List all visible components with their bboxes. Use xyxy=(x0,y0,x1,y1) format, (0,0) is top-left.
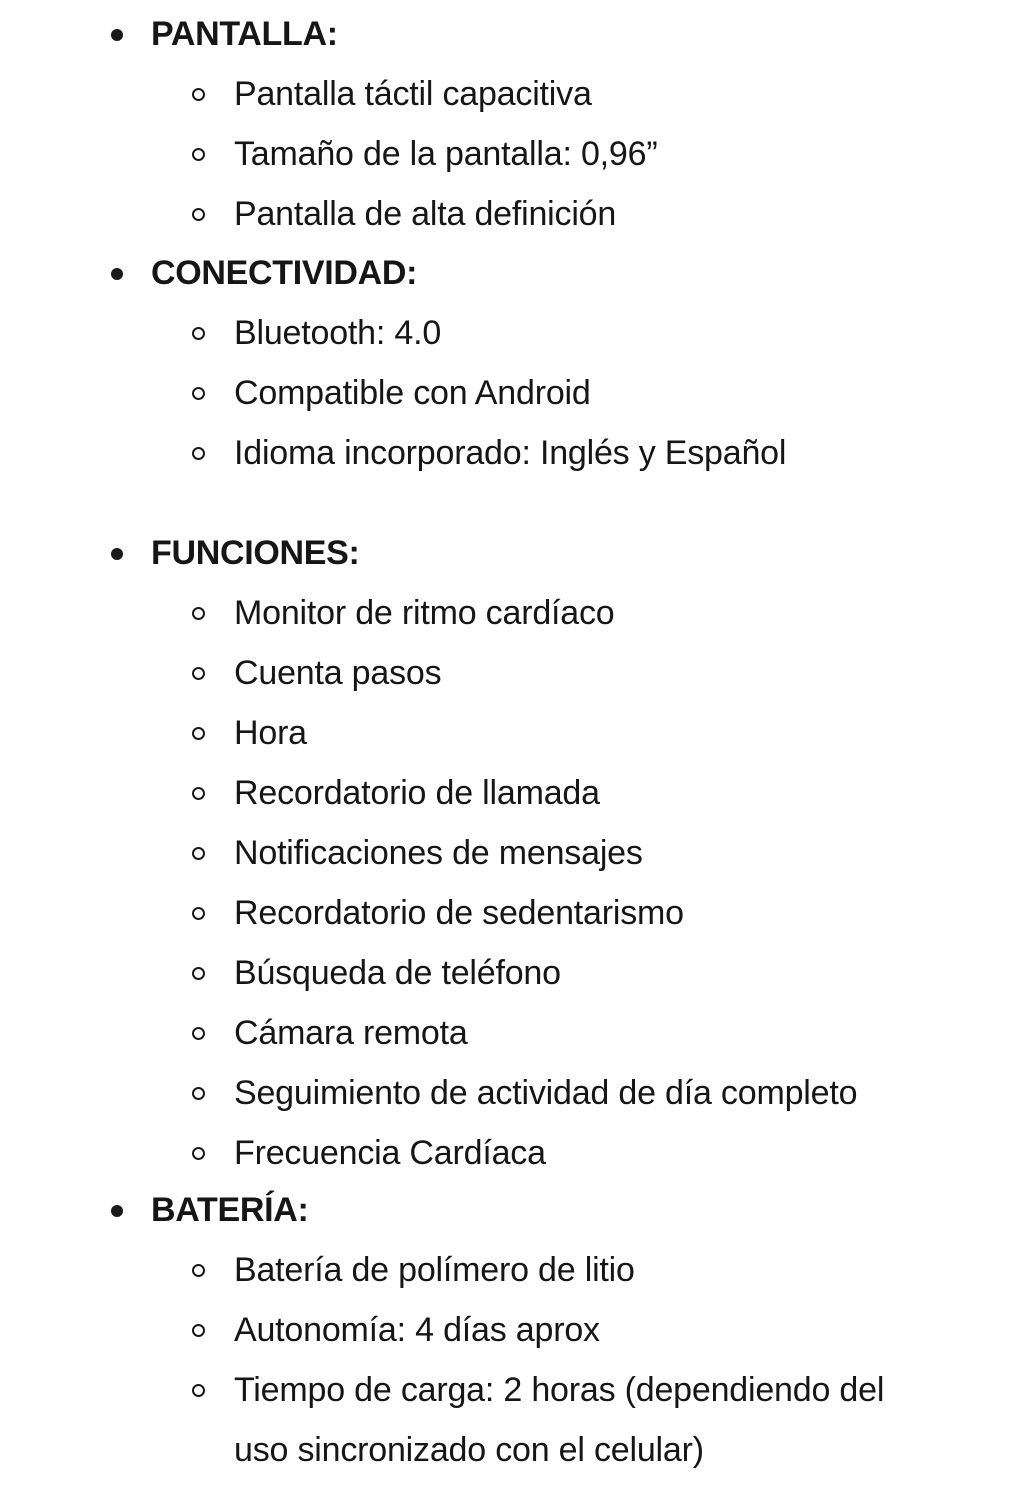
list-item xyxy=(0,763,1024,823)
section-bateria xyxy=(0,1180,1024,1480)
hollow-bullet-icon xyxy=(192,1147,205,1160)
list-item-text: Tiempo de carga: 2 horas (dependiendo del uso sincronizado con el celular) xyxy=(234,1371,885,1469)
list-item xyxy=(0,1003,1024,1063)
hollow-bullet-icon xyxy=(192,387,205,400)
section-heading-row xyxy=(0,1180,1024,1240)
hollow-bullet-icon xyxy=(192,907,205,920)
list-item xyxy=(0,64,1024,124)
list-item-text: Pantalla táctil capacitiva xyxy=(234,75,592,113)
section-heading-row xyxy=(0,243,1024,303)
hollow-bullet-icon xyxy=(192,787,205,800)
section-funciones xyxy=(0,523,1024,1183)
list-item-text: Monitor de ritmo cardíaco xyxy=(234,594,615,632)
section-conectividad xyxy=(0,243,1024,483)
hollow-bullet-icon xyxy=(192,1027,205,1040)
list-item-text: Batería de polímero de litio xyxy=(234,1251,635,1289)
list-item-text: Autonomía: 4 días aprox xyxy=(234,1311,600,1349)
list-item xyxy=(0,943,1024,1003)
list-item-text: Idioma incorporado: Inglés y Español xyxy=(234,434,787,472)
list-item-text: Compatible con Android xyxy=(234,374,591,412)
filled-bullet-icon xyxy=(111,29,123,41)
section-heading-row xyxy=(0,523,1024,583)
list-item xyxy=(0,1063,1024,1123)
hollow-bullet-icon xyxy=(192,727,205,740)
filled-bullet-icon xyxy=(111,1205,123,1217)
hollow-bullet-icon xyxy=(192,327,205,340)
list-item xyxy=(0,363,1024,423)
hollow-bullet-icon xyxy=(192,208,205,221)
list-item-text: Frecuencia Cardíaca xyxy=(234,1134,546,1172)
list-item-text: Búsqueda de teléfono xyxy=(234,954,561,992)
list-item xyxy=(0,643,1024,703)
list-item-text: Seguimiento de actividad de día completo xyxy=(234,1074,858,1112)
section-pantalla xyxy=(0,4,1024,244)
list-item-text: Tamaño de la pantalla: 0,96” xyxy=(234,135,658,173)
list-item xyxy=(0,1240,1024,1300)
list-item-text: Hora xyxy=(234,714,307,752)
hollow-bullet-icon xyxy=(192,1384,205,1397)
list-item-text: Recordatorio de llamada xyxy=(234,774,600,812)
list-item-text: Cámara remota xyxy=(234,1014,468,1052)
list-item xyxy=(0,1123,1024,1183)
hollow-bullet-icon xyxy=(192,607,205,620)
list-item xyxy=(0,823,1024,883)
hollow-bullet-icon xyxy=(192,667,205,680)
section-heading: CONECTIVIDAD: xyxy=(151,254,418,292)
hollow-bullet-icon xyxy=(192,967,205,980)
filled-bullet-icon xyxy=(111,268,123,280)
filled-bullet-icon xyxy=(111,548,123,560)
hollow-bullet-icon xyxy=(192,88,205,101)
list-item xyxy=(0,703,1024,763)
list-item xyxy=(0,1360,1024,1480)
hollow-bullet-icon xyxy=(192,447,205,460)
section-heading-row xyxy=(0,4,1024,64)
list-item-text: Recordatorio de sedentarismo xyxy=(234,894,684,932)
list-item xyxy=(0,124,1024,184)
hollow-bullet-icon xyxy=(192,1324,205,1337)
list-item xyxy=(0,184,1024,244)
section-heading: BATERÍA: xyxy=(151,1191,309,1229)
list-item xyxy=(0,1300,1024,1360)
list-item xyxy=(0,583,1024,643)
list-item-text: Notificaciones de mensajes xyxy=(234,834,643,872)
hollow-bullet-icon xyxy=(192,1087,205,1100)
hollow-bullet-icon xyxy=(192,847,205,860)
list-item-text: Pantalla de alta definición xyxy=(234,195,617,233)
hollow-bullet-icon xyxy=(192,1264,205,1277)
section-heading: PANTALLA: xyxy=(151,15,338,53)
list-item-text: Cuenta pasos xyxy=(234,654,442,692)
list-item-text: Bluetooth: 4.0 xyxy=(234,314,442,352)
section-heading: FUNCIONES: xyxy=(151,534,360,572)
list-item xyxy=(0,883,1024,943)
list-item xyxy=(0,303,1024,363)
list-item xyxy=(0,423,1024,483)
hollow-bullet-icon xyxy=(192,148,205,161)
